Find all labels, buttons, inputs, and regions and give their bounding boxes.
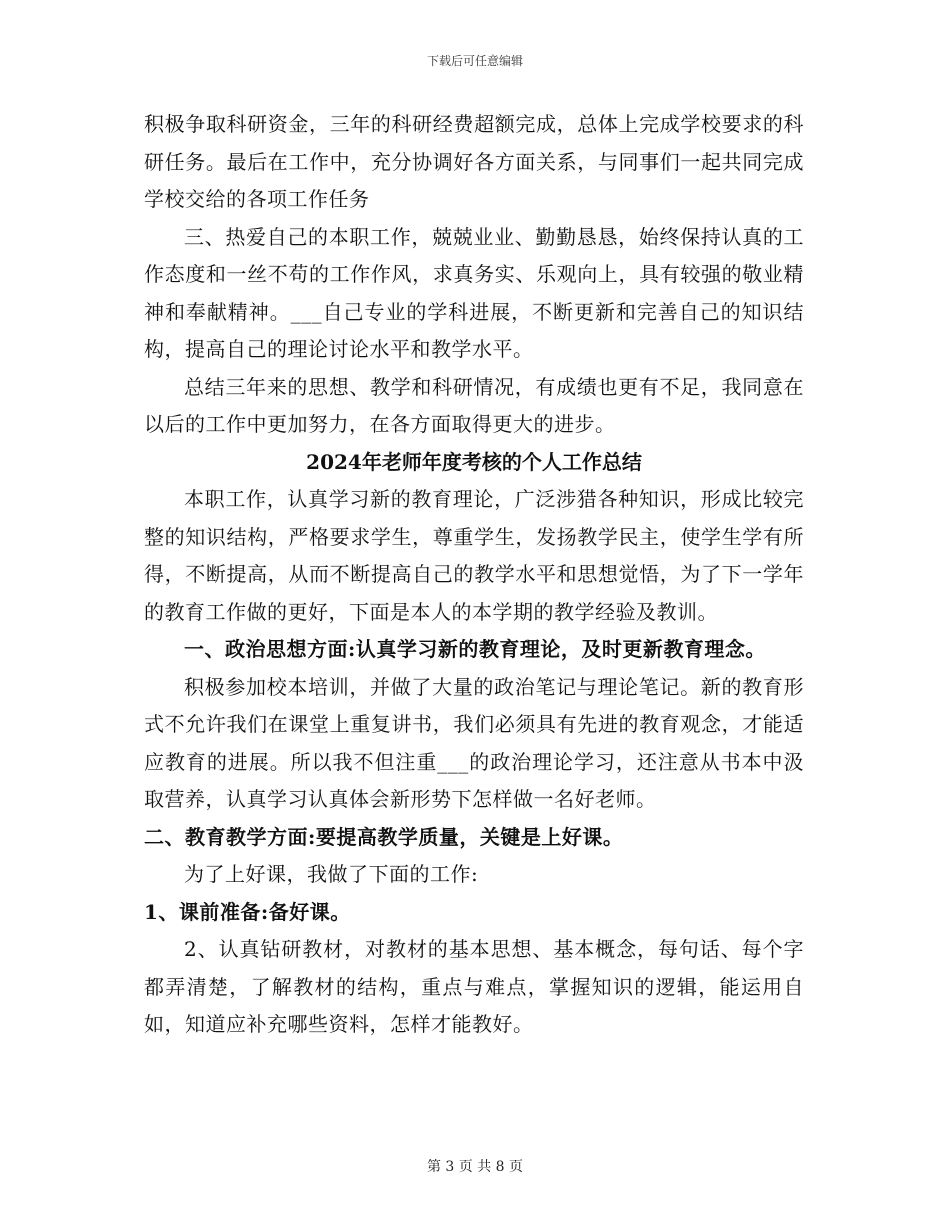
paragraph-research-funding: 积极争取科研资金，三年的科研经费超额完成，总体上完成学校要求的科研任务。最后在工作中，充分协调好各方面关系，与同事们一起共同完成学校交给的各项工作任务 xyxy=(144,112,804,211)
heading-teaching: 二、教育教学方面:要提高教学质量，关键是上好课。 xyxy=(144,824,624,849)
paragraph-three-year-summary: 总结三年来的思想、教学和科研情况，有成绩也更有不足，我同意在以后的工作中更加努力，在各方面取得更大的进步。 xyxy=(144,374,804,436)
paragraph-section-three: 三、热爱自己的本职工作，兢兢业业、勤勤恳恳，始终保持认真的工作态度和一丝不苟的工作作风，求真务实、乐观向上，具有较强的敬业精神和奉献精神。___自己专业的学科进展，不断更新和完善自己的知识结构，提高自己的理论讨论水平和教学水平。 xyxy=(144,224,804,361)
page-number-footer: 第 3 页 共 8 页 xyxy=(426,1159,524,1175)
heading-lesson-prep: 1、课前准备:备好课。 xyxy=(144,899,351,924)
document-title: 2024年老师年度考核的个人工作总结 xyxy=(306,449,642,474)
paragraph-intro: 本职工作，认真学习新的教育理论，广泛涉猎各种知识，形成比较完整的知识结构，严格要求学生，尊重学生，发扬教学民主，使学生学有所得，不断提高，从而不断提高自己的教学水平和思想觉悟，为了下一学年的教育工作做的更好，下面是本人的本学期的教学经验及教训。 xyxy=(144,487,804,624)
page-header: 下载后可任意编辑 xyxy=(426,54,523,68)
paragraph-teaching-intro: 为了上好课，我做了下面的工作: xyxy=(184,862,479,886)
document-body xyxy=(144,106,804,1044)
heading-political-thought: 一、政治思想方面:认真学习新的教育理论，及时更新教育理念。 xyxy=(184,637,766,661)
paragraph-study-materials: 2、认真钻研教材，对教材的基本思想、基本概念，每句话、每个字都弄清楚，了解教材的结构，重点与难点，掌握知识的逻辑，能运用自如，知道应补充哪些资料，怎样才能教好。 xyxy=(144,937,804,1036)
paragraph-political-thought: 积极参加校本培训，并做了大量的政治笔记与理论笔记。新的教育形式不允许我们在课堂上重复讲书，我们必须具有先进的教育观念，才能适应教育的进展。所以我不但注重___的政治理论学习，还注意从书本中汲取营养，认真学习认真体会新形势下怎样做一名好老师。 xyxy=(144,674,804,811)
